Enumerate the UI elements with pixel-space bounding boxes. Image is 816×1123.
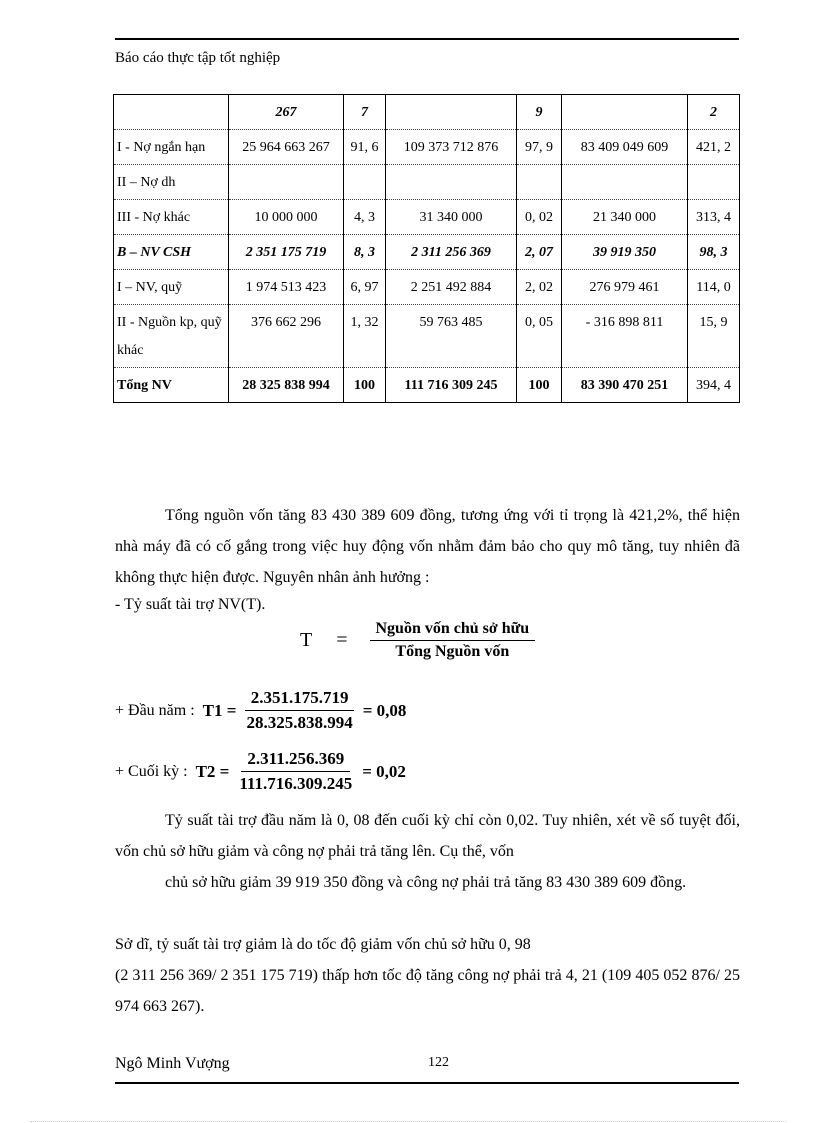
table-cell: 31 340 000: [386, 200, 517, 235]
paragraph-reason: Sở dĩ, tỷ suất tài trợ giảm là do tốc độ giảm vốn chủ sở hữu 0, 98: [115, 936, 531, 953]
table-cell: I – NV, quỹ: [114, 270, 229, 305]
calc-numerator: 2.351.175.719: [245, 688, 355, 711]
table-cell: 100: [344, 368, 386, 403]
table-cell: 376 662 296: [229, 305, 344, 368]
table-cell: 2, 02: [517, 270, 562, 305]
table-row: [114, 95, 740, 130]
paragraph-equity-decrease: chủ sở hữu giảm 39 919 350 đồng và công nợ phải trả tăng 83 430 389 609 đồng.: [165, 874, 687, 891]
table-cell: 15, 9: [688, 305, 740, 368]
table-cell: 97, 9: [517, 130, 562, 165]
table-cell: 98, 3: [688, 235, 740, 270]
table-cell: 109 373 712 876: [386, 130, 517, 165]
table-cell: 111 716 309 245: [386, 368, 517, 403]
calc-start-of-year: [115, 688, 406, 733]
table-cell: 21 340 000: [562, 200, 688, 235]
paragraph-total-capital: Tổng nguồn vốn tăng 83 430 389 609 đồng, tương ứng với tỉ trọng là 421,2%, thể hiện nhà máy đã có cố gắng trong việc huy động vốn nhằm đảm bảo cho quy mô tăng, tuy nhiên đã không thực hiện được. Nguyên nhân ảnh hưởng :: [115, 507, 740, 586]
footer-page-number: 122: [428, 1055, 449, 1070]
table-cell: Tổng NV: [114, 368, 229, 403]
table-cell: 2 311 256 369: [386, 235, 517, 270]
formula-equals: =: [336, 629, 348, 651]
table-cell: 276 979 461: [562, 270, 688, 305]
formula-numerator: Nguồn vốn chủ sở hữu: [370, 620, 536, 641]
table-cell: - 316 898 811: [562, 305, 688, 368]
table-cell: 0, 02: [517, 200, 562, 235]
calc-lhs: T1 =: [202, 700, 237, 720]
calc-label: + Đầu năm :: [115, 701, 195, 719]
paragraph-ratio-change: Tỷ suất tài trợ đầu năm là 0, 08 đến cuối kỳ chỉ còn 0,02. Tuy nhiên, xét về số tuyệt đối, vốn chủ sở hữu giảm và công nợ phải trả tăng lên. Cụ thể, vốn: [115, 812, 740, 860]
table-cell: I - Nợ ngắn hạn: [114, 130, 229, 165]
page-edge-divider: [30, 1121, 786, 1122]
table-row: [114, 130, 740, 165]
table-cell: 0, 05: [517, 305, 562, 368]
table-cell: [386, 95, 517, 130]
table-cell: 2, 07: [517, 235, 562, 270]
table-row: [114, 368, 740, 403]
table-cell: 6, 97: [344, 270, 386, 305]
header-rule: [115, 38, 739, 40]
table-cell: III - Nợ khác: [114, 200, 229, 235]
table-cell: II – Nợ dh: [114, 165, 229, 200]
table-cell: 100: [517, 368, 562, 403]
footer-author: Ngô Minh Vượng: [115, 1055, 230, 1072]
table-cell: 10 000 000: [229, 200, 344, 235]
table-cell: II - Nguồn kp, quỹ khác: [114, 305, 229, 368]
formula-fraction: [370, 620, 536, 661]
table-cell: [562, 95, 688, 130]
table-cell: [114, 95, 229, 130]
table-cell: [517, 165, 562, 200]
table-cell: 1, 32: [344, 305, 386, 368]
table-cell: [344, 165, 386, 200]
table-cell: 91, 6: [344, 130, 386, 165]
table-cell: 59 763 485: [386, 305, 517, 368]
capital-table: [113, 94, 740, 403]
calc-lhs: T2 =: [195, 761, 230, 781]
calc-end-of-period: [115, 749, 406, 794]
table-cell: [688, 165, 740, 200]
calc-numerator: 2.311.256.369: [241, 749, 350, 772]
calc-result: = 0,08: [362, 700, 407, 720]
paragraph-reason-detail: (2 311 256 369/ 2 351 175 719) thấp hơn tốc độ tăng công nợ phải trả 4, 21 (109 405 052 876/ 25 974 663 267).: [115, 967, 740, 1015]
table-cell: [229, 165, 344, 200]
table-cell: B – NV CSH: [114, 235, 229, 270]
table-cell: 8, 3: [344, 235, 386, 270]
formula-lhs: T: [300, 629, 313, 651]
calc-result: = 0,02: [362, 761, 406, 781]
table-cell: 421, 2: [688, 130, 740, 165]
calc-label: + Cuối kỳ :: [115, 762, 188, 780]
table-cell: 83 390 470 251: [562, 368, 688, 403]
table-row: [114, 305, 740, 368]
table-cell: 267: [229, 95, 344, 130]
table-cell: 25 964 663 267: [229, 130, 344, 165]
table-cell: 2: [688, 95, 740, 130]
table-cell: 313, 4: [688, 200, 740, 235]
calc-fraction: [240, 688, 358, 733]
table-cell: [562, 165, 688, 200]
table-row: [114, 270, 740, 305]
calc-denominator: 28.325.838.994: [246, 713, 353, 732]
table-row: [114, 200, 740, 235]
footer-rule: [115, 1082, 739, 1084]
table-cell: 28 325 838 994: [229, 368, 344, 403]
table-cell: [386, 165, 517, 200]
table-cell: 83 409 049 609: [562, 130, 688, 165]
calc-fraction: [233, 749, 358, 794]
calc-denominator: 111.716.309.245: [239, 774, 353, 793]
funding-ratio-formula: [300, 620, 535, 661]
table-cell: 1 974 513 423: [229, 270, 344, 305]
table-cell: 114, 0: [688, 270, 740, 305]
header-title: Báo cáo thực tập tốt nghiệp: [115, 50, 281, 66]
table-cell: 2 351 175 719: [229, 235, 344, 270]
table-cell: 9: [517, 95, 562, 130]
table-row: [114, 235, 740, 270]
table-cell: 2 251 492 884: [386, 270, 517, 305]
table-cell: 4, 3: [344, 200, 386, 235]
table-cell: 39 919 350: [562, 235, 688, 270]
paragraph-ratio-heading: - Tỷ suất tài trợ NV(T).: [115, 596, 266, 613]
table-row: [114, 165, 740, 200]
table-cell: 394, 4: [688, 368, 740, 403]
formula-denominator: Tổng Nguồn vốn: [395, 643, 510, 660]
table-cell: 7: [344, 95, 386, 130]
